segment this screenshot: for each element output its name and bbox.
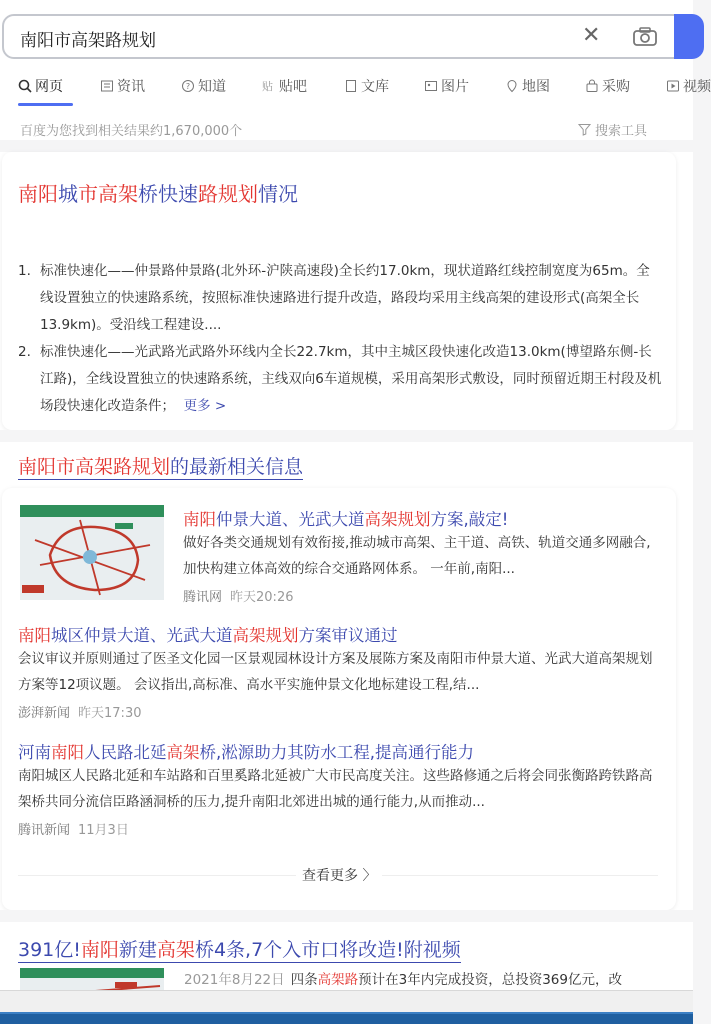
active-tab-indicator: [18, 103, 73, 106]
title-segment: 仲景大道、光武大道: [216, 510, 365, 529]
tab-label: 网页: [35, 79, 63, 95]
title-segment: 方案审议通过: [298, 626, 398, 645]
news-title[interactable]: [18, 622, 398, 646]
title-segment: 人民路北延: [84, 743, 167, 762]
title-segment: 南阳: [18, 626, 51, 645]
title-segment: 南阳: [80, 939, 119, 961]
tab-label: 文库: [361, 79, 389, 95]
news-meta: [18, 819, 129, 838]
title-segment: 城: [58, 182, 78, 206]
title-segment: 桥,淞源助力其防水工程,提高通行能力: [199, 743, 474, 762]
list-item: 2. 标准快速化——光武路光武路外环线内全长22.7km，其中主城区段快速化改造13.0km(博望路东侧-长江路)，全线设置独立的快速路系统，主线双向6车道规模，采用高架形式敷设，同时预留近期王村段及机场段快速化改造条件； 更多 >: [18, 344, 662, 414]
video-icon: [666, 79, 680, 93]
tab-tieba[interactable]: [262, 76, 307, 96]
news-snippet: 会议审议并原则通过了医圣文化园一区景观园林设计方案及展陈方案及南阳市仲景大道、光武大道高架规划方案等12项议题。 会议指出,高标准、高水平实施仲景文化地标建设工程,结...: [18, 651, 653, 693]
search-tools-button[interactable]: [578, 120, 647, 139]
news-title[interactable]: [183, 506, 508, 530]
list-item: 1. 标准快速化——仲景路仲景路(北外环-沪陕高速段)全长约17.0km，现状道路红线控制宽度为65m。全线设置独立的快速路系统，按照标准快速路进行提升改造，路段均采用主线高架的建设形式(高架全长13.9km)。受沿线工程建设....: [18, 263, 650, 333]
news-source[interactable]: 腾讯新闻: [18, 823, 71, 838]
news-time: 11月3日: [78, 823, 129, 838]
tab-label: 图片: [441, 79, 469, 95]
tab-purchase[interactable]: [585, 76, 630, 96]
tab-map[interactable]: [505, 76, 550, 96]
title-segment: 路规划: [198, 182, 258, 206]
result-count: 百度为您找到相关结果约1,670,000个: [20, 124, 243, 139]
title-segment: 高架路: [317, 972, 359, 988]
filter-icon: [578, 123, 591, 136]
document-icon: [344, 79, 358, 93]
status-bar: [0, 990, 693, 1012]
result-snippet: [184, 968, 622, 988]
summary-list: [18, 258, 663, 420]
tab-images[interactable]: [424, 76, 469, 96]
title-segment: 城区仲景大道、光武大道: [51, 626, 233, 645]
result-title[interactable]: [18, 935, 461, 963]
news-snippet: 南阳城区人民路北延和车站路和百里奚路北延被广大市民高度关注。这些路修通之后将会同张衡路跨铁路高架桥共同分流信臣路涵洞桥的压力,提升南阳北郊进出城的通行能力,从而推动...: [18, 768, 653, 810]
clear-icon[interactable]: ✕: [582, 23, 601, 48]
svg-text:?: ?: [185, 82, 191, 91]
search-tools-label: 搜索工具: [595, 124, 648, 139]
title-segment: 南阳: [51, 743, 84, 762]
title-segment: 方案,敲定!: [430, 510, 509, 529]
search-button[interactable]: [674, 14, 704, 59]
title-segment: 391亿!: [18, 939, 81, 961]
title-segment: 高架: [166, 743, 200, 762]
title-segment: 新建: [118, 939, 157, 961]
title-segment: 情况: [258, 182, 298, 206]
tab-label: 资讯: [117, 79, 145, 95]
list-item-text: 标准快速化——仲景路仲景路(北外环-沪陕高速段)全长约17.0km，现状道路红线控制宽度为65m。全线设置独立的快速路系统，按照标准快速路进行提升改造，路段均采用主线高架的建设形式(高架全长13.9km)。受沿线工程建设....: [40, 263, 650, 333]
news-meta: [183, 586, 293, 605]
image-icon: [424, 79, 438, 93]
separator: [0, 910, 693, 922]
title-segment: 桥快速: [138, 182, 198, 206]
taskbar: [0, 1012, 693, 1024]
camera-icon[interactable]: [632, 27, 658, 47]
see-more-label: 查看更多 〉: [296, 865, 382, 885]
map-pin-icon: [505, 79, 519, 93]
tab-label: 贴吧: [279, 79, 307, 95]
news-meta: [18, 702, 141, 721]
svg-text:贴: 贴: [262, 80, 273, 93]
chevron-right-icon: 〉: [362, 868, 377, 884]
tab-wenku[interactable]: [344, 76, 389, 96]
more-link[interactable]: 更多 >: [183, 398, 227, 414]
tab-zhidao[interactable]: [181, 76, 226, 96]
result-date: 2021年8月22日: [184, 972, 285, 988]
news-heading[interactable]: [18, 452, 303, 480]
title-segment: 预计在3年内完成投资，总投资369亿元，改: [358, 972, 622, 988]
tab-label: 采购: [602, 79, 630, 95]
title-segment: 南阳: [183, 510, 216, 529]
tab-label: 地图: [522, 79, 550, 95]
tab-news[interactable]: [100, 76, 145, 96]
see-more-button[interactable]: [18, 862, 658, 888]
title-segment: 河南: [18, 743, 51, 762]
separator: [0, 140, 693, 152]
news-time: 昨天20:26: [230, 590, 294, 605]
title-segment: 高架: [156, 939, 195, 961]
news-source[interactable]: 澎湃新闻: [18, 706, 71, 721]
tab-label: 知道: [198, 79, 226, 95]
title-segment: 南阳: [18, 182, 58, 206]
title-segment: 市高架: [78, 182, 138, 206]
title-segment: 南阳市高架路规划: [18, 456, 171, 478]
tab-label: 视频: [683, 79, 711, 95]
news-snippet: 做好各类交通规划有效衔接,推动城市高架、主干道、高铁、轨道交通多网融合,加快构建立体高效的综合交通路网体系。 一年前,南阳...: [183, 535, 651, 577]
news-thumbnail-map[interactable]: [20, 505, 164, 600]
title-segment: 的最新相关信息: [170, 456, 304, 478]
tab-video[interactable]: [666, 76, 711, 96]
title-segment: 高架规划: [364, 510, 431, 529]
news-title[interactable]: [18, 739, 474, 763]
news-source[interactable]: 腾讯网: [183, 590, 223, 605]
tab-web[interactable]: [18, 76, 63, 96]
title-segment: 桥4条,7个入市口将改造!附视频: [194, 939, 461, 961]
search-box[interactable]: [2, 14, 702, 59]
news-time: 昨天17:30: [78, 706, 142, 721]
tieba-icon: [262, 79, 276, 93]
list-item-text: 标准快速化——光武路光武路外环线内全长22.7km，其中主城区段快速化改造13.0km(博望路东侧-长江路)，全线设置独立的快速路系统，主线双向6车道规模，采用高架形式敷设，同时预留近期王村段及机场段快速化改造条件；: [40, 344, 662, 414]
shop-icon: [585, 79, 599, 93]
summary-title[interactable]: [18, 178, 298, 207]
news-icon: [100, 79, 114, 93]
title-segment: 高架规划: [232, 626, 299, 645]
question-icon: [181, 79, 195, 93]
search-icon: [18, 79, 32, 93]
search-input[interactable]: 南阳市高架路规划: [20, 31, 156, 51]
separator: [0, 430, 693, 442]
title-segment: 四条: [290, 972, 318, 988]
